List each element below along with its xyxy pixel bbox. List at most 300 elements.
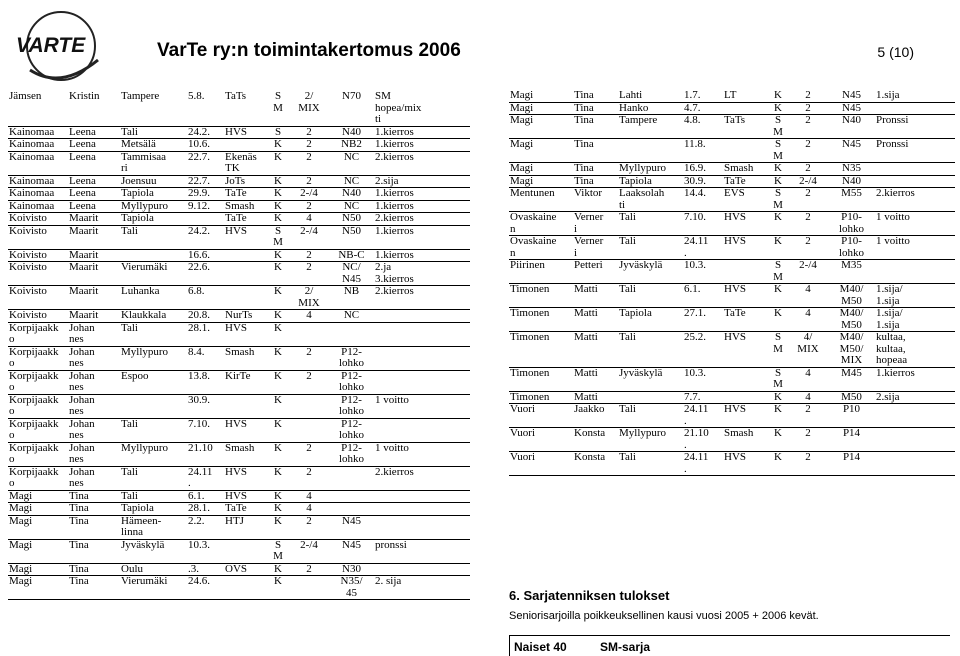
table-cell — [875, 452, 955, 476]
table-cell: K — [768, 391, 788, 404]
table-cell: 1.kierros — [374, 126, 470, 139]
table-cell: Leena — [68, 139, 120, 152]
table-cell: K — [267, 442, 289, 466]
table-row — [509, 404, 955, 428]
table-cell: Tali — [120, 418, 187, 442]
table-cell — [875, 175, 955, 188]
table-cell: K — [267, 490, 289, 503]
table-cell: Tina — [68, 503, 120, 516]
table-cell: 22.7. — [187, 151, 224, 175]
table-cell: Tali — [618, 284, 683, 308]
table-cell: 2 — [289, 200, 329, 213]
table-cell: Tina — [573, 175, 618, 188]
table-cell: N45 — [828, 139, 875, 163]
table-cell: Tapiola — [120, 188, 187, 201]
table-cell — [289, 576, 329, 600]
table-row — [509, 175, 955, 188]
table-cell: N70 — [329, 91, 374, 126]
table-cell: 4 — [788, 367, 828, 391]
table-cell: Tali — [120, 126, 187, 139]
table-cell: 16.9. — [683, 163, 723, 176]
table-cell: 11.8. — [683, 139, 723, 163]
table-row — [509, 367, 955, 391]
table-cell: 1 voitto — [875, 212, 955, 236]
table-cell: 30.9. — [683, 175, 723, 188]
table-cell: Smash — [224, 200, 267, 213]
table-cell — [289, 322, 329, 346]
table-row — [8, 515, 470, 539]
table-cell: Leena — [68, 175, 120, 188]
table-cell — [374, 346, 470, 370]
table-cell — [374, 370, 470, 394]
table-cell: 30.9. — [187, 394, 224, 418]
table-cell: P12- lohko — [329, 394, 374, 418]
table-cell: 1.kierros — [875, 367, 955, 391]
table-cell: Leena — [68, 126, 120, 139]
table-cell: 2.kierros — [374, 466, 470, 490]
table-cell — [723, 139, 768, 163]
table-cell: K — [768, 452, 788, 476]
table-row — [8, 442, 470, 466]
table-cell: HVS — [224, 126, 267, 139]
table-cell: K — [267, 262, 289, 286]
table-cell: 7.7. — [683, 391, 723, 404]
table-cell: Kainomaa — [8, 151, 68, 175]
table-cell: 2 — [289, 442, 329, 466]
table-row — [8, 563, 470, 576]
table-cell: 1.sija/ 1.sija — [875, 308, 955, 332]
table-cell: NC — [329, 310, 374, 323]
table-row — [509, 188, 955, 212]
table-cell: K — [267, 346, 289, 370]
table-row — [509, 90, 955, 102]
table-row — [8, 262, 470, 286]
table-cell: 1.kierros — [374, 200, 470, 213]
table-row — [509, 139, 955, 163]
table-cell: Petteri — [573, 260, 618, 284]
table-cell: Matti — [573, 391, 618, 404]
table-cell: NB2 — [329, 139, 374, 152]
table-cell: 4.7. — [683, 102, 723, 115]
table-cell — [875, 428, 955, 452]
varte-logo — [8, 8, 114, 88]
table-cell — [224, 286, 267, 310]
table-cell: P12- lohko — [329, 442, 374, 466]
table-cell: Tampere — [120, 91, 187, 126]
table-cell: Kainomaa — [8, 200, 68, 213]
table-row — [509, 284, 955, 308]
table-cell: 2. sija — [374, 576, 470, 600]
table-cell: HVS — [723, 236, 768, 260]
table-cell: K — [768, 90, 788, 102]
table-cell: Magi — [8, 515, 68, 539]
table-cell: Lahti — [618, 90, 683, 102]
table-cell — [120, 249, 187, 262]
table-cell: Tina — [573, 139, 618, 163]
table-cell: HVS — [224, 490, 267, 503]
table-cell: Timonen — [509, 332, 573, 368]
table-cell: N40 — [828, 115, 875, 139]
svg-text:VARTE: VARTE — [16, 34, 86, 57]
table-row — [8, 139, 470, 152]
table-cell: 2.sija — [374, 175, 470, 188]
table-cell — [875, 102, 955, 115]
table-cell: Magi — [509, 163, 573, 176]
table-cell: Johan nes — [68, 394, 120, 418]
table-cell: 20.8. — [187, 310, 224, 323]
table-cell: Jaakko — [573, 404, 618, 428]
table-cell: 2-/4 — [788, 175, 828, 188]
table-cell: 2 — [289, 175, 329, 188]
table-cell: HVS — [224, 466, 267, 490]
table-cell: EVS — [723, 188, 768, 212]
table-cell — [187, 213, 224, 226]
table-cell: Korpijaakk o — [8, 418, 68, 442]
table-row — [8, 151, 470, 175]
table-cell: Ovaskaine n — [509, 212, 573, 236]
table-cell: 24.11 . — [683, 236, 723, 260]
table-cell: JoTs — [224, 175, 267, 188]
table-cell: Hämeen- linna — [120, 515, 187, 539]
table-cell: Tali — [120, 490, 187, 503]
table-cell: P12- lohko — [329, 346, 374, 370]
table-cell — [329, 466, 374, 490]
table-cell: 4 — [788, 284, 828, 308]
page-number: 5 (10) — [877, 44, 914, 60]
table-cell — [875, 163, 955, 176]
table-cell: Konsta — [573, 428, 618, 452]
table-cell: 2 — [788, 452, 828, 476]
table-cell: N30 — [329, 563, 374, 576]
table-cell: 1 voitto — [374, 442, 470, 466]
table-cell: Tali — [618, 404, 683, 428]
table-cell: TaTe — [224, 213, 267, 226]
table-cell: N35/ 45 — [329, 576, 374, 600]
table-cell: S M — [267, 91, 289, 126]
table-cell: 24.2. — [187, 126, 224, 139]
table-cell: HVS — [723, 212, 768, 236]
table-cell: 10.3. — [187, 539, 224, 563]
table-row — [8, 539, 470, 563]
table-cell: N50 — [329, 213, 374, 226]
table-cell: 25.2. — [683, 332, 723, 368]
table-cell: Tapiola — [618, 175, 683, 188]
table-cell: S M — [267, 225, 289, 249]
table-cell: HVS — [723, 332, 768, 368]
table-cell: 13.8. — [187, 370, 224, 394]
table-cell: Tapiola — [618, 308, 683, 332]
table-cell: Leena — [68, 151, 120, 175]
table-cell: Maarit — [68, 310, 120, 323]
table-cell: 4 — [289, 490, 329, 503]
table-cell: P10- lohko — [828, 236, 875, 260]
table-cell: K — [267, 151, 289, 175]
table-cell: 4 — [788, 391, 828, 404]
table-cell: Magi — [509, 139, 573, 163]
table-cell: 21.10 . — [683, 428, 723, 452]
table-cell: 2 — [289, 139, 329, 152]
table-cell — [374, 563, 470, 576]
table-cell: HVS — [224, 418, 267, 442]
table-cell: K — [768, 404, 788, 428]
table-cell: Myllypuro — [120, 346, 187, 370]
table-cell: Tina — [573, 102, 618, 115]
table-cell: 2 — [289, 151, 329, 175]
table-cell: S M — [768, 115, 788, 139]
table-cell: Maarit — [68, 225, 120, 249]
table-cell: Myllypuro — [120, 200, 187, 213]
table-row — [509, 308, 955, 332]
table-cell: S M — [768, 139, 788, 163]
table-cell: 2 — [289, 126, 329, 139]
table-cell: NC — [329, 175, 374, 188]
table-cell: 2.2. — [187, 515, 224, 539]
table-cell: Johan nes — [68, 442, 120, 466]
table-cell: Mentunen — [509, 188, 573, 212]
table-cell: 6.1. — [187, 490, 224, 503]
table-cell: Timonen — [509, 367, 573, 391]
table-cell: 2 — [289, 370, 329, 394]
table-cell: TaTe — [224, 503, 267, 516]
table-cell: Timonen — [509, 308, 573, 332]
table-cell: 2/ MIX — [289, 91, 329, 126]
table-row — [8, 213, 470, 226]
table-cell: Smash — [224, 442, 267, 466]
table-cell: Jämsen — [8, 91, 68, 126]
table-cell: Jyväskylä — [120, 539, 187, 563]
table-cell — [374, 322, 470, 346]
table-cell: Verner i — [573, 212, 618, 236]
table-cell: K — [768, 236, 788, 260]
table-cell: M45 — [828, 367, 875, 391]
table-cell: Kainomaa — [8, 126, 68, 139]
table-cell: Konsta — [573, 452, 618, 476]
table-cell: 2 — [289, 346, 329, 370]
table-cell — [374, 310, 470, 323]
table-cell: K — [267, 418, 289, 442]
table-cell: K — [267, 286, 289, 310]
table-cell: 1.7. — [683, 90, 723, 102]
table-row — [8, 91, 470, 126]
table-cell: OVS — [224, 563, 267, 576]
table-cell: 1.sija — [875, 90, 955, 102]
table-cell: 2 — [289, 262, 329, 286]
table-cell: 24.2. — [187, 225, 224, 249]
table-row — [509, 115, 955, 139]
table-row — [8, 310, 470, 323]
table-cell — [374, 490, 470, 503]
table-cell: S M — [267, 539, 289, 563]
table-cell: N40 — [329, 126, 374, 139]
table-cell: Pronssi — [875, 115, 955, 139]
table-cell: NB — [329, 286, 374, 310]
table-cell: Tina — [573, 115, 618, 139]
table-cell: 7.10. — [683, 212, 723, 236]
table-cell: Kainomaa — [8, 139, 68, 152]
table-cell: 4.8. — [683, 115, 723, 139]
table-cell: Leena — [68, 200, 120, 213]
series-table — [509, 635, 950, 656]
table-cell: 2 — [289, 466, 329, 490]
table-cell: 16.6. — [187, 249, 224, 262]
table-cell: Kristin — [68, 91, 120, 126]
table-cell: Pronssi — [875, 139, 955, 163]
section-heading: 6. Sarjatenniksen tulokset — [509, 588, 670, 603]
table-cell: K — [267, 394, 289, 418]
table-cell: M35 — [828, 260, 875, 284]
table-row — [8, 346, 470, 370]
table-cell — [224, 539, 267, 563]
table-cell: 4 — [788, 308, 828, 332]
table-row — [509, 163, 955, 176]
table-cell: Maarit — [68, 213, 120, 226]
table-cell: 21.10 — [187, 442, 224, 466]
table-cell — [224, 139, 267, 152]
table-cell: 2-/4 — [788, 260, 828, 284]
table-cell: 1.kierros — [374, 139, 470, 152]
table-cell — [224, 249, 267, 262]
table-cell: 2 — [788, 163, 828, 176]
table-cell: Myllypuro — [618, 428, 683, 452]
table-cell: P14 — [828, 428, 875, 452]
table-cell: 6.8. — [187, 286, 224, 310]
table-row — [8, 370, 470, 394]
table-cell: K — [267, 576, 289, 600]
table-cell: Koivisto — [8, 262, 68, 286]
table-cell: Tina — [68, 490, 120, 503]
table-cell: K — [768, 163, 788, 176]
table-row — [8, 490, 470, 503]
table-cell: S M — [768, 367, 788, 391]
table-cell: 14.4. — [683, 188, 723, 212]
results-table-left — [8, 91, 470, 600]
table-cell: HVS — [723, 404, 768, 428]
table-cell: K — [267, 188, 289, 201]
table-cell: Korpijaakk o — [8, 442, 68, 466]
table-cell: K — [267, 322, 289, 346]
table-cell: 2.kierros — [374, 286, 470, 310]
table-cell: Maarit — [68, 286, 120, 310]
table-cell: 1.kierros — [374, 188, 470, 201]
table-cell: HVS — [723, 284, 768, 308]
table-cell: Tina — [68, 563, 120, 576]
table-cell: 2.kierros — [374, 213, 470, 226]
table-cell: N45 — [828, 102, 875, 115]
table-row — [509, 102, 955, 115]
table-row — [8, 466, 470, 490]
series-table-col2: SM-sarja — [600, 640, 651, 654]
table-cell: Korpijaakk o — [8, 322, 68, 346]
table-cell: Myllypuro — [618, 163, 683, 176]
table-cell: NC — [329, 200, 374, 213]
table-cell: 1 voitto — [374, 394, 470, 418]
table-cell — [289, 418, 329, 442]
table-cell: 4/ MIX — [788, 332, 828, 368]
table-cell: 2 — [788, 115, 828, 139]
table-cell — [875, 404, 955, 428]
table-cell: K — [267, 563, 289, 576]
table-cell: Laaksolah ti — [618, 188, 683, 212]
table-cell: 27.1. — [683, 308, 723, 332]
table-cell: 5.8. — [187, 91, 224, 126]
table-cell: 2.kierros — [875, 188, 955, 212]
table-cell: Koivisto — [8, 249, 68, 262]
table-cell: K — [267, 213, 289, 226]
table-cell: Hanko — [618, 102, 683, 115]
table-cell: 22.6. — [187, 262, 224, 286]
table-row — [509, 332, 955, 368]
table-cell: NurTs — [224, 310, 267, 323]
table-cell: 6.1. — [683, 284, 723, 308]
table-cell: Maarit — [68, 249, 120, 262]
table-cell: 24.11 . — [683, 452, 723, 476]
table-cell: Ovaskaine n — [509, 236, 573, 260]
table-cell: TaTe — [723, 308, 768, 332]
table-cell: Korpijaakk o — [8, 466, 68, 490]
table-cell: TaTs — [224, 91, 267, 126]
table-cell — [289, 394, 329, 418]
table-cell: 10.6. — [187, 139, 224, 152]
table-cell: N40 — [329, 188, 374, 201]
table-row — [8, 188, 470, 201]
table-cell: 28.1. — [187, 322, 224, 346]
table-cell: Koivisto — [8, 213, 68, 226]
table-cell: 2/ MIX — [289, 286, 329, 310]
table-cell: Tina — [68, 576, 120, 600]
table-cell: 24.11 . — [683, 404, 723, 428]
table-cell: 24.11 . — [187, 466, 224, 490]
table-cell: Vuori — [509, 404, 573, 428]
table-cell: .3. — [187, 563, 224, 576]
table-cell: K — [267, 175, 289, 188]
table-cell: Matti — [573, 367, 618, 391]
table-cell: Koivisto — [8, 286, 68, 310]
table-cell: Smash — [723, 163, 768, 176]
table-cell: 24.6. — [187, 576, 224, 600]
table-cell: N50 — [329, 225, 374, 249]
table-row — [8, 394, 470, 418]
table-cell: N40 — [828, 175, 875, 188]
table-row — [8, 576, 470, 600]
table-cell: Magi — [8, 539, 68, 563]
table-cell: Tali — [618, 212, 683, 236]
table-cell — [618, 139, 683, 163]
table-cell: Tina — [573, 163, 618, 176]
table-cell: K — [768, 284, 788, 308]
table-cell: 2 — [788, 102, 828, 115]
table-cell: K — [267, 466, 289, 490]
table-cell: M40/ M50 — [828, 308, 875, 332]
table-cell: 2 — [788, 212, 828, 236]
table-cell: K — [267, 515, 289, 539]
table-cell: Johan nes — [68, 370, 120, 394]
table-row — [509, 260, 955, 284]
table-cell: 10.3. — [683, 260, 723, 284]
table-cell: Vuori — [509, 452, 573, 476]
table-cell: S M — [768, 188, 788, 212]
table-cell: Tina — [68, 539, 120, 563]
table-cell: P14 — [828, 452, 875, 476]
table-cell: 9.12. — [187, 200, 224, 213]
page-title: VarTe ry:n toimintakertomus 2006 — [157, 40, 461, 61]
table-cell: Matti — [573, 332, 618, 368]
table-cell: Magi — [8, 576, 68, 600]
table-cell: Piirinen — [509, 260, 573, 284]
table-row — [509, 391, 955, 404]
table-cell: NC — [329, 151, 374, 175]
table-cell: TaTs — [723, 115, 768, 139]
table-cell: N45 — [828, 90, 875, 102]
